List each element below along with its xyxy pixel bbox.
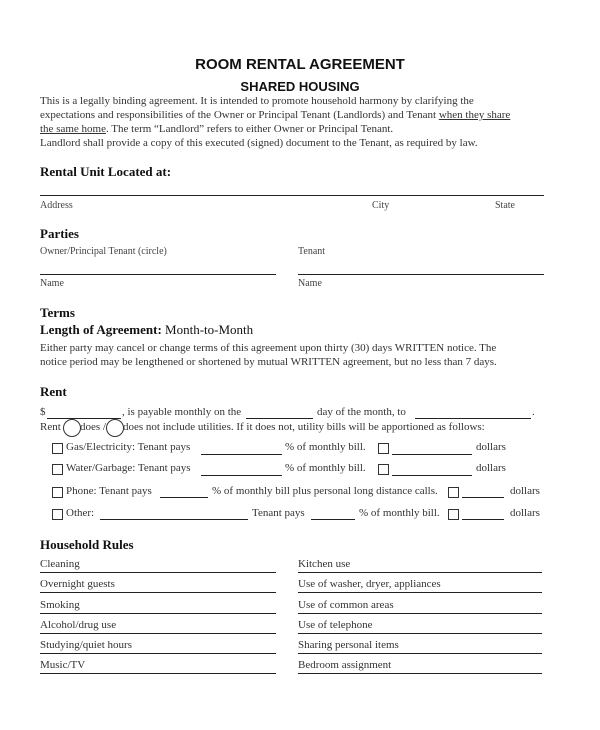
day-text: day of the month, to	[317, 406, 406, 418]
terms-line-1: Either party may cancel or change terms of this agreement upon thirty (30) days WRITTEN notice. The	[40, 342, 497, 354]
rule-left-field[interactable]	[40, 673, 276, 674]
gas-electricity-pct-field[interactable]	[201, 454, 282, 455]
terms-line-2: notice period may be lengthened or shortened by mutual WRITTEN agreement, but no less than 7 days.	[40, 356, 497, 368]
rule-left-field[interactable]	[40, 613, 276, 614]
water-garbage-checkbox[interactable]	[52, 464, 63, 475]
gas-electricity-dollars-text: dollars	[476, 441, 506, 453]
does-not-text: does not include utilities. If it does not, utility bills will be apportioned as follows:	[123, 421, 485, 433]
does-circle[interactable]	[63, 419, 81, 437]
phone-dollars-field[interactable]	[462, 497, 504, 498]
rent-payee-field[interactable]	[415, 418, 531, 419]
intro-link-same-home: the same home	[40, 123, 106, 135]
rule-right-field[interactable]	[298, 613, 542, 614]
dollar-sign: $	[40, 406, 46, 418]
other-checkbox[interactable]	[52, 509, 63, 520]
rule-right-field[interactable]	[298, 633, 542, 634]
gas-electricity-label: Gas/Electricity: Tenant pays	[66, 441, 191, 453]
rule-left-field[interactable]	[40, 592, 276, 593]
intro-line-4: Landlord shall provide a copy of this executed (signed) document to the Tenant, as required by law.	[40, 137, 478, 149]
state-label: State	[495, 200, 515, 211]
rule-right-field[interactable]	[298, 673, 542, 674]
rent-amount-field[interactable]	[47, 418, 121, 419]
other-pct-text: % of monthly bill.	[359, 507, 440, 519]
other-label: Other:	[66, 507, 95, 519]
rule-right-field[interactable]	[298, 653, 542, 654]
water-garbage-dollars-checkbox[interactable]	[378, 464, 389, 475]
gas-electricity-pct-text: % of monthly bill.	[285, 441, 366, 453]
rule-right-label: Use of washer, dryer, appliances	[298, 578, 441, 590]
intro-line-2: expectations and responsibilities of the Owner or Principal Tenant (Landlords) and Tenant when they share	[40, 109, 511, 121]
water-garbage-label: Water/Garbage: Tenant pays	[66, 462, 191, 474]
length-of-agreement: Length of Agreement: Month-to-Month	[40, 322, 254, 337]
water-garbage-pct-text: % of monthly bill.	[285, 462, 366, 474]
phone-pct-field[interactable]	[160, 497, 208, 498]
other-description-field[interactable]	[100, 519, 248, 520]
tenant-name-label: Name	[298, 278, 322, 289]
city-label: City	[372, 200, 390, 211]
water-garbage-dollars-field[interactable]	[392, 475, 472, 476]
parties-heading: Parties	[40, 226, 79, 241]
phone-checkbox[interactable]	[52, 487, 63, 498]
does-not-circle[interactable]	[106, 419, 124, 437]
rule-right-label: Sharing personal items	[298, 639, 399, 651]
rule-left-label: Cleaning	[40, 558, 80, 570]
intro-line-1: This is a legally binding agreement. It is intended to promote household harmony by clarifying the	[40, 95, 474, 107]
rule-left-label: Alcohol/drug use	[40, 619, 117, 631]
other-pct-field[interactable]	[311, 519, 355, 520]
address-label: Address	[40, 200, 73, 211]
tenant-name-field[interactable]	[298, 274, 544, 275]
document-subtitle: SHARED HOUSING	[240, 79, 360, 94]
rule-right-label: Use of telephone	[298, 619, 373, 631]
gas-electricity-checkbox[interactable]	[52, 443, 63, 454]
rule-left-field[interactable]	[40, 653, 276, 654]
other-dollars-text: dollars	[510, 507, 540, 519]
rule-right-label: Kitchen use	[298, 558, 351, 570]
rule-left-label: Smoking	[40, 599, 80, 611]
address-field[interactable]	[40, 195, 544, 196]
intro-link-share: when they share	[438, 109, 511, 121]
rent-heading: Rent	[40, 384, 67, 399]
gas-electricity-dollars-checkbox[interactable]	[378, 443, 389, 454]
other-dollars-checkbox[interactable]	[448, 509, 459, 520]
rent-word: Rent	[40, 421, 61, 433]
gas-electricity-dollars-field[interactable]	[392, 454, 472, 455]
rule-left-label: Music/TV	[40, 659, 86, 671]
water-garbage-dollars-text: dollars	[476, 462, 506, 474]
terms-heading: Terms	[40, 305, 75, 320]
payable-text: , is payable monthly on the	[122, 406, 242, 418]
phone-dollars-checkbox[interactable]	[448, 487, 459, 498]
other-dollars-field[interactable]	[462, 519, 504, 520]
household-rules-heading: Household Rules	[40, 537, 134, 552]
rule-left-field[interactable]	[40, 633, 276, 634]
does-text: does /	[80, 421, 106, 433]
owner-name-field[interactable]	[40, 274, 276, 275]
other-tenant-text: Tenant pays	[252, 507, 305, 519]
rule-right-field[interactable]	[298, 572, 542, 573]
phone-pct-text: % of monthly bill plus personal long distance calls.	[212, 485, 438, 497]
rule-left-field[interactable]	[40, 572, 276, 573]
document-title: ROOM RENTAL AGREEMENT	[195, 56, 405, 73]
owner-name-label: Name	[40, 278, 64, 289]
rule-right-label: Use of common areas	[298, 599, 394, 611]
rent-period: .	[532, 406, 535, 418]
phone-label: Phone: Tenant pays	[66, 485, 152, 497]
rule-left-label: Overnight guests	[40, 578, 115, 590]
tenant-label: Tenant	[298, 246, 326, 257]
rule-left-label: Studying/quiet hours	[40, 639, 132, 651]
phone-dollars-text: dollars	[510, 485, 540, 497]
rent-day-field[interactable]	[246, 418, 313, 419]
rule-right-field[interactable]	[298, 592, 542, 593]
rule-right-label: Bedroom assignment	[298, 659, 392, 671]
owner-label: Owner/Principal Tenant (circle)	[40, 246, 167, 257]
rental-unit-heading: Rental Unit Located at:	[40, 164, 172, 179]
intro-line-3: the same home. The term “Landlord” refers to either Owner or Principal Tenant.	[40, 123, 394, 135]
water-garbage-pct-field[interactable]	[201, 475, 282, 476]
